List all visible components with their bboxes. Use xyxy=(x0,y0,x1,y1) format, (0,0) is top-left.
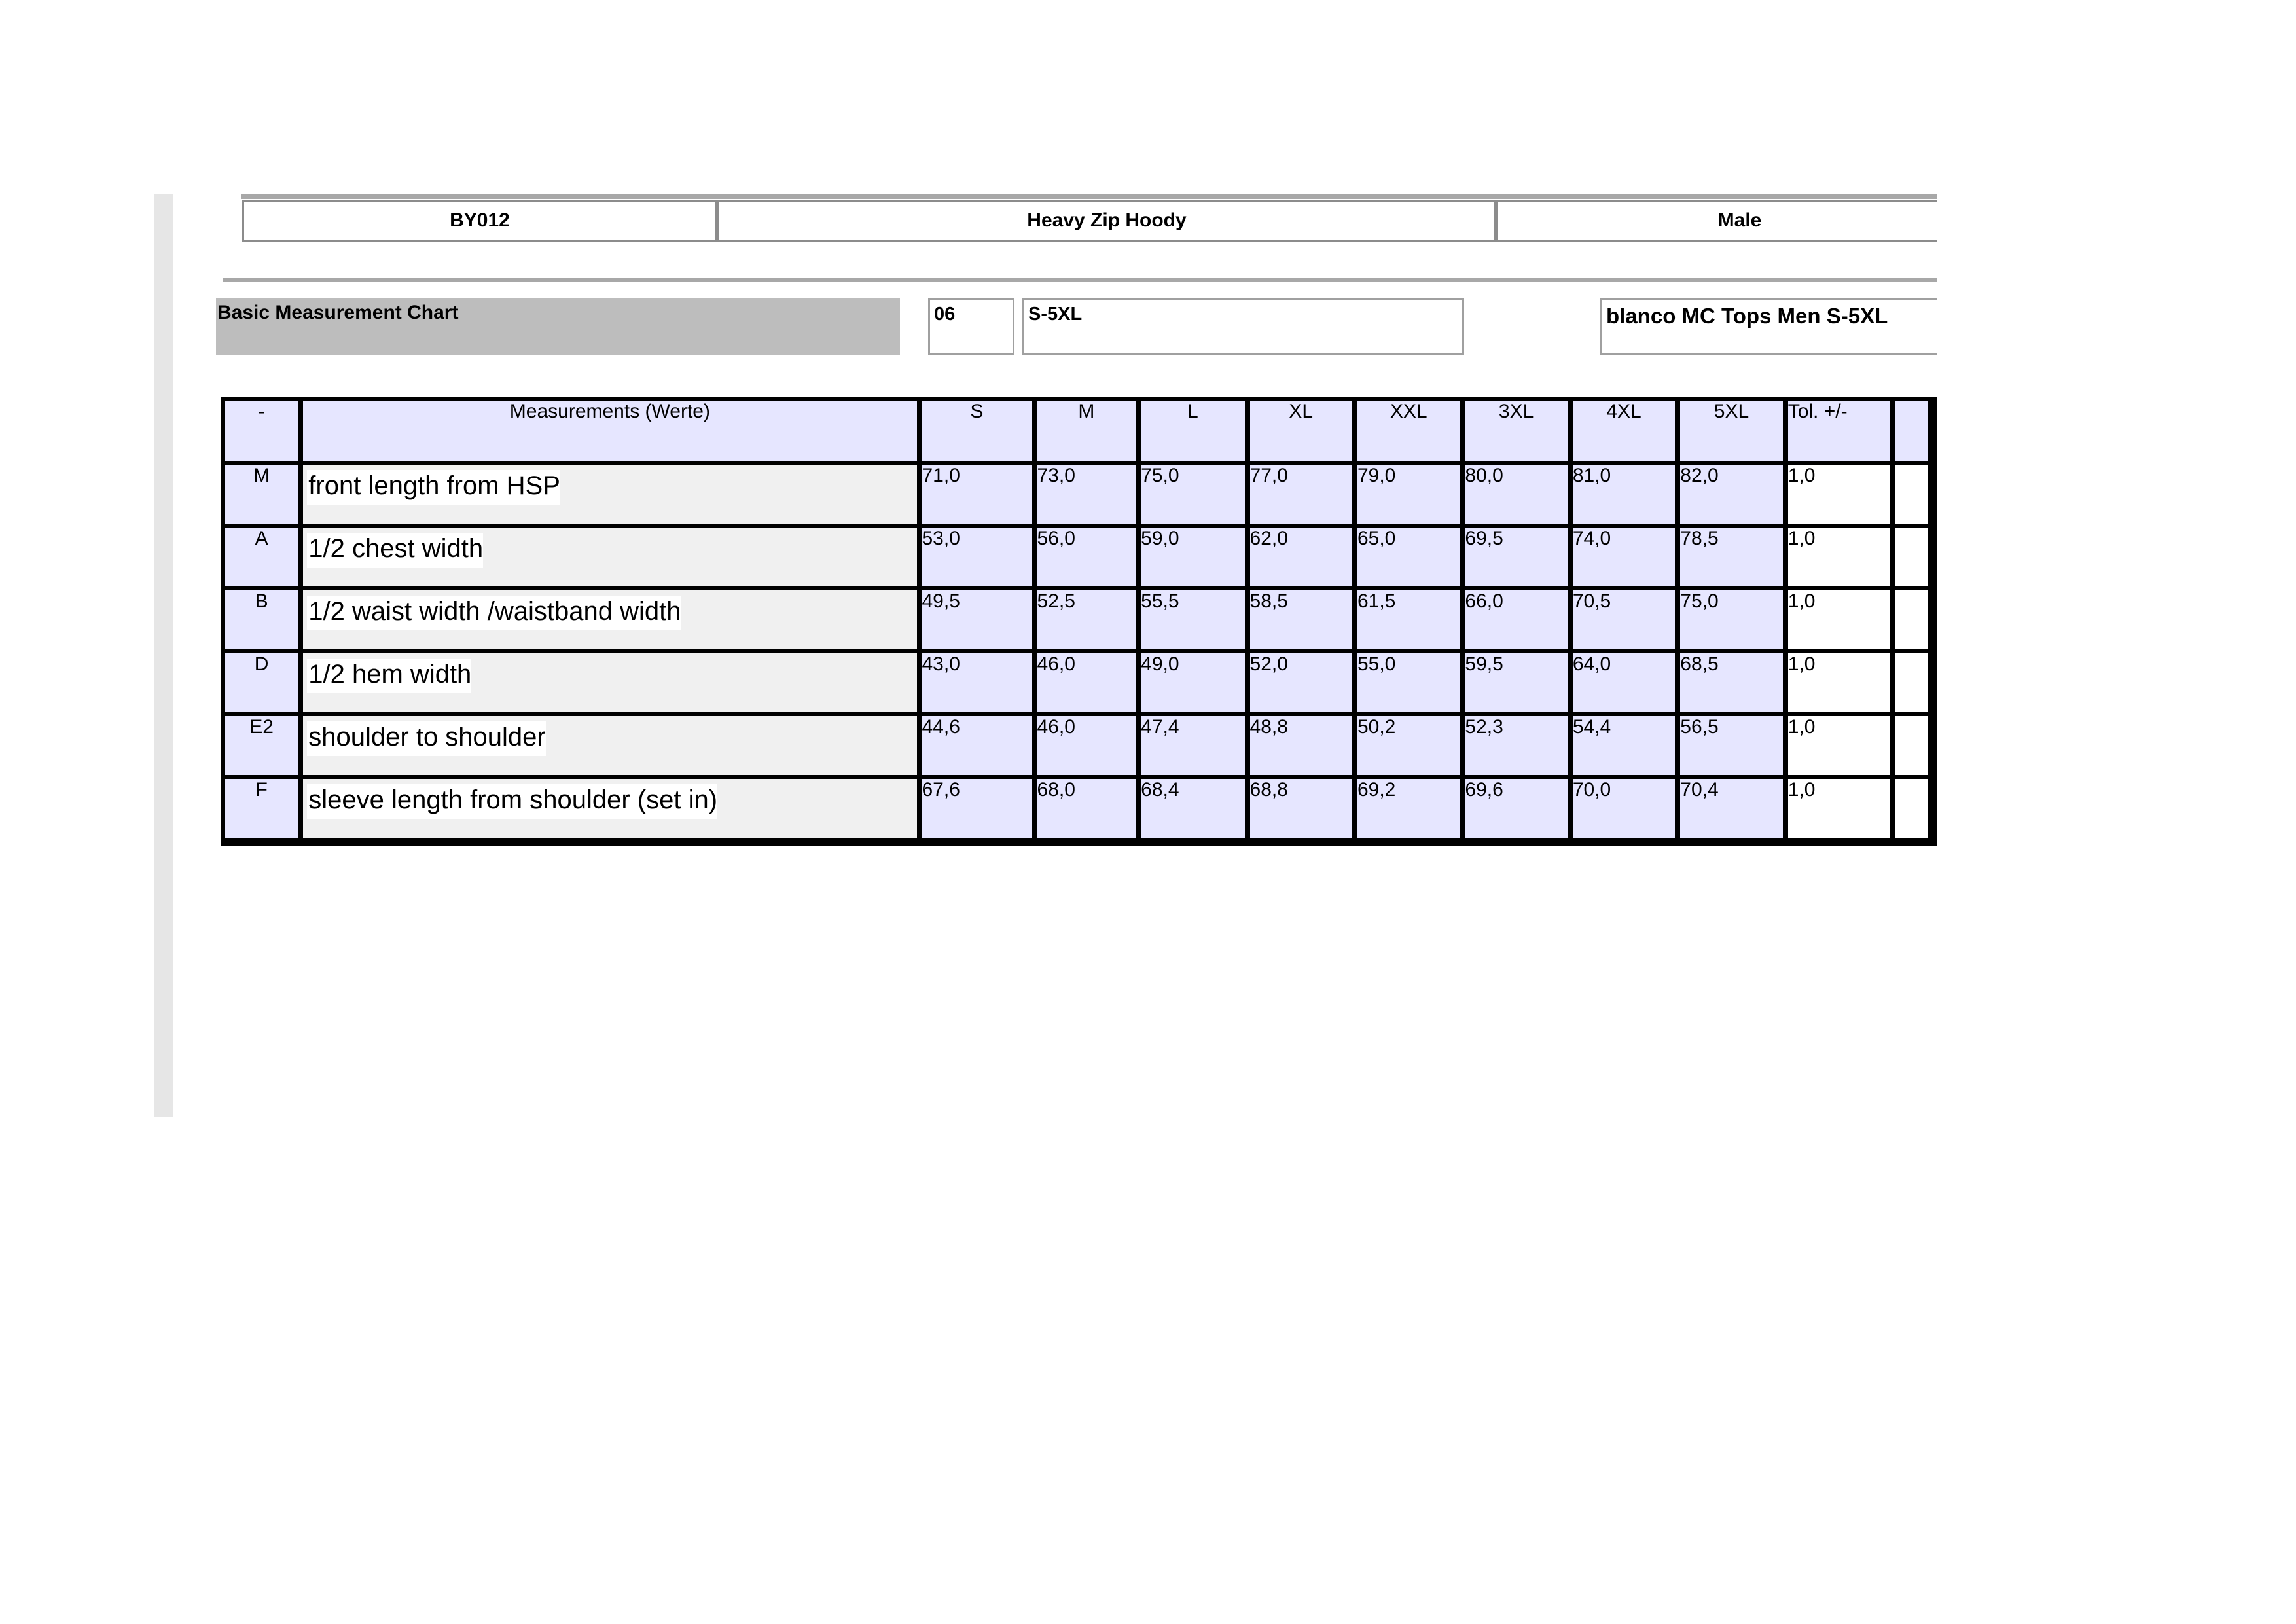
chart-number: 06 xyxy=(928,298,1014,355)
size-value-cell: 81,0 xyxy=(1573,465,1680,528)
size-value-cell: 46,0 xyxy=(1037,716,1141,779)
measurement-table xyxy=(221,397,1937,846)
size-value-cell: 49,0 xyxy=(1141,653,1249,716)
size-value-cell: 65,0 xyxy=(1357,528,1465,590)
clipped-cell xyxy=(1895,653,1933,716)
size-value-cell: 69,5 xyxy=(1465,528,1572,590)
size-value-cell: 53,0 xyxy=(922,528,1037,590)
table-row xyxy=(225,528,1933,590)
size-value-cell: 68,4 xyxy=(1141,779,1249,842)
tolerance-cell: 1,0 xyxy=(1788,528,1895,590)
size-value-cell: 79,0 xyxy=(1357,465,1465,528)
row-description: 1/2 chest width xyxy=(307,533,483,568)
size-value-cell: 58,5 xyxy=(1250,590,1357,653)
size-value-cell: 64,0 xyxy=(1573,653,1680,716)
size-value-cell: 68,8 xyxy=(1250,779,1357,842)
size-value-cell: 78,5 xyxy=(1680,528,1787,590)
size-value-cell: 70,4 xyxy=(1680,779,1787,842)
row-description: front length from HSP xyxy=(307,470,560,505)
column-header-tolerance: Tol. +/- xyxy=(1788,401,1895,465)
size-value-cell: 56,5 xyxy=(1680,716,1787,779)
table-row xyxy=(225,779,1933,842)
column-header-size-xl: XL xyxy=(1250,401,1357,465)
row-description: shoulder to shoulder xyxy=(307,721,545,756)
size-value-cell: 61,5 xyxy=(1357,590,1465,653)
clipped-cell xyxy=(1895,779,1933,842)
column-header-size-l: L xyxy=(1141,401,1249,465)
article-name: Heavy Zip Hoody xyxy=(717,200,1496,242)
size-value-cell: 70,0 xyxy=(1573,779,1680,842)
row-description-cell xyxy=(303,528,922,590)
size-value-cell: 55,5 xyxy=(1141,590,1249,653)
size-value-cell: 54,4 xyxy=(1573,716,1680,779)
column-header-size-3xl: 3XL xyxy=(1465,401,1572,465)
size-value-cell: 52,0 xyxy=(1250,653,1357,716)
tolerance-cell: 1,0 xyxy=(1788,779,1895,842)
size-value-cell: 48,8 xyxy=(1250,716,1357,779)
section-rule xyxy=(223,278,1937,282)
size-value-cell: 55,0 xyxy=(1357,653,1465,716)
table-header-row xyxy=(225,401,1933,465)
table-row xyxy=(225,716,1933,779)
row-description: 1/2 hem width xyxy=(307,659,471,693)
size-range: S-5XL xyxy=(1022,298,1464,355)
size-value-cell: 73,0 xyxy=(1037,465,1141,528)
size-value-cell: 59,5 xyxy=(1465,653,1572,716)
size-value-cell: 44,6 xyxy=(922,716,1037,779)
column-header-size-5xl: 5XL xyxy=(1680,401,1787,465)
size-value-cell: 68,0 xyxy=(1037,779,1141,842)
row-description-cell xyxy=(303,779,922,842)
row-description-cell xyxy=(303,653,922,716)
row-description: sleeve length from shoulder (set in) xyxy=(307,784,717,819)
size-value-cell: 50,2 xyxy=(1357,716,1465,779)
row-code: D xyxy=(225,653,303,716)
clipped-cell xyxy=(1895,590,1933,653)
size-value-cell: 70,5 xyxy=(1573,590,1680,653)
header-top-rule xyxy=(241,194,1937,199)
size-value-cell: 52,5 xyxy=(1037,590,1141,653)
table-row xyxy=(225,590,1933,653)
gender: Male xyxy=(1496,200,1937,242)
column-header-clipped xyxy=(1895,401,1933,465)
size-value-cell: 47,4 xyxy=(1141,716,1249,779)
clipped-cell xyxy=(1895,528,1933,590)
size-value-cell: 43,0 xyxy=(922,653,1037,716)
size-value-cell: 49,5 xyxy=(922,590,1037,653)
clipped-cell xyxy=(1895,465,1933,528)
table-row xyxy=(225,465,1933,528)
size-value-cell: 69,2 xyxy=(1357,779,1465,842)
tolerance-cell: 1,0 xyxy=(1788,716,1895,779)
clipped-cell xyxy=(1895,716,1933,779)
column-header-size-m: M xyxy=(1037,401,1141,465)
column-header-size-xxl: XXL xyxy=(1357,401,1465,465)
column-header-size-4xl: 4XL xyxy=(1573,401,1680,465)
size-value-cell: 52,3 xyxy=(1465,716,1572,779)
collection-name: blanco MC Tops Men S-5XL xyxy=(1600,298,1937,355)
article-header xyxy=(242,200,1937,245)
size-value-cell: 80,0 xyxy=(1465,465,1572,528)
size-value-cell: 69,6 xyxy=(1465,779,1572,842)
column-header-size-s: S xyxy=(922,401,1037,465)
article-number: BY012 xyxy=(242,200,717,242)
column-header-measurement: Measurements (Werte) xyxy=(303,401,922,465)
size-value-cell: 71,0 xyxy=(922,465,1037,528)
table-row xyxy=(225,653,1933,716)
row-description-cell xyxy=(303,465,922,528)
size-value-cell: 82,0 xyxy=(1680,465,1787,528)
size-value-cell: 75,0 xyxy=(1141,465,1249,528)
size-value-cell: 62,0 xyxy=(1250,528,1357,590)
tolerance-cell: 1,0 xyxy=(1788,590,1895,653)
row-description-cell xyxy=(303,590,922,653)
tolerance-cell: 1,0 xyxy=(1788,653,1895,716)
row-description: 1/2 waist width /waistband width xyxy=(307,596,681,630)
tolerance-cell: 1,0 xyxy=(1788,465,1895,528)
size-value-cell: 46,0 xyxy=(1037,653,1141,716)
size-value-cell: 77,0 xyxy=(1250,465,1357,528)
column-header-code: - xyxy=(225,401,303,465)
row-description-cell xyxy=(303,716,922,779)
size-value-cell: 68,5 xyxy=(1680,653,1787,716)
row-code: A xyxy=(225,528,303,590)
row-code: E2 xyxy=(225,716,303,779)
size-value-cell: 74,0 xyxy=(1573,528,1680,590)
row-code: F xyxy=(225,779,303,842)
size-value-cell: 59,0 xyxy=(1141,528,1249,590)
size-value-cell: 66,0 xyxy=(1465,590,1572,653)
size-value-cell: 67,6 xyxy=(922,779,1037,842)
row-code: B xyxy=(225,590,303,653)
chart-title: Basic Measurement Chart xyxy=(216,298,900,355)
size-value-cell: 56,0 xyxy=(1037,528,1141,590)
row-code: M xyxy=(225,465,303,528)
size-value-cell: 75,0 xyxy=(1680,590,1787,653)
